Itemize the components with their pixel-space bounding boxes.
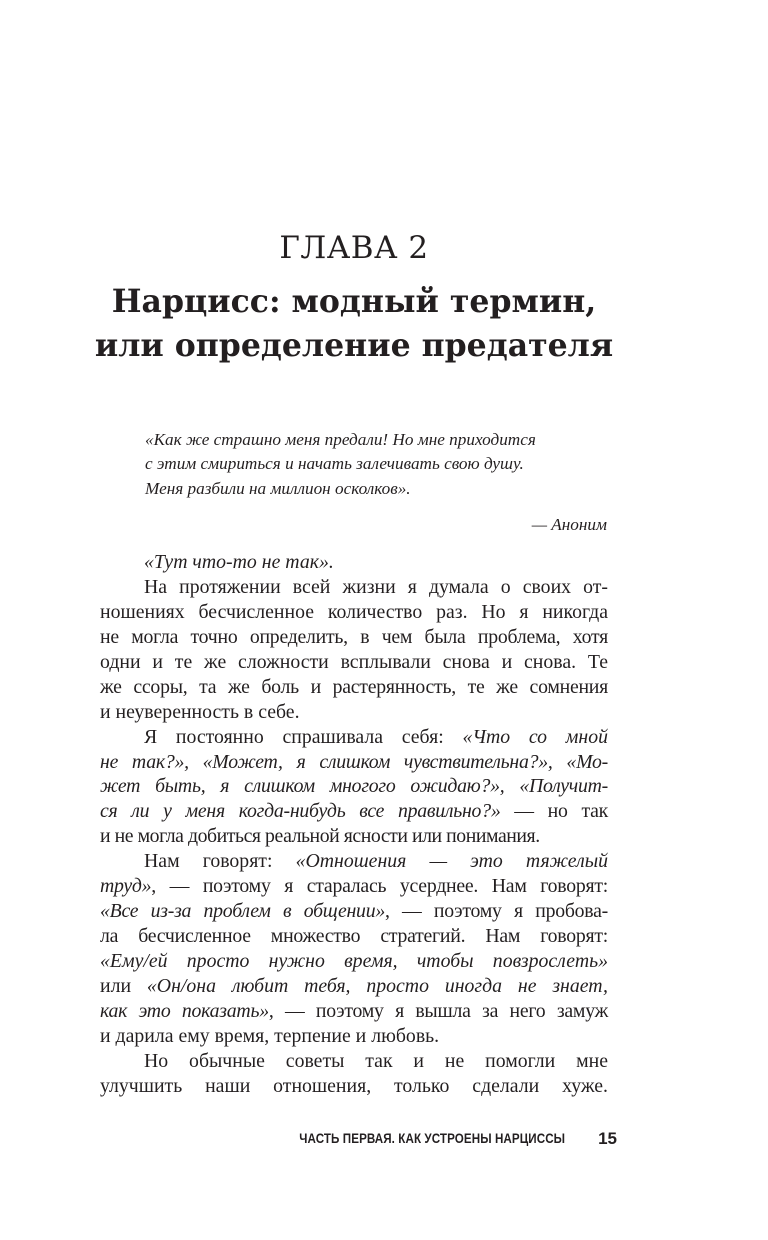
chapter-title [80, 280, 628, 368]
body-text [100, 550, 608, 1099]
italic-quote: «Он/она любит тебя, просто иногда не знает, [146, 974, 608, 997]
paragraph-line: и не могла добиться реальной ясности или понимания. [100, 825, 540, 848]
chapter-label: ГЛАВА 2 [279, 230, 429, 266]
page-footer [100, 1129, 617, 1153]
text-span: , — поэтому я пробова- [384, 900, 608, 923]
paragraph-line [100, 899, 608, 924]
epigraph-line: Меня разбили на миллион осколков». [145, 478, 411, 498]
paragraph-line: же ссоры, та же боль и растерянность, те же сомнения [100, 675, 608, 698]
paragraph-line [100, 974, 608, 999]
paragraph-line [100, 725, 608, 750]
italic-quote: «Отношения — это тяжелый [295, 850, 608, 873]
paragraph-line: ла бесчисленное множество стратегий. Нам говорят: [100, 925, 608, 948]
paragraph-line: и неуверенность в себе. [100, 700, 300, 723]
text-span: , — поэтому я старалась усерднее. Нам говорят: [151, 875, 608, 898]
chapter-title-line: Нарцисс: модный термин, [111, 283, 597, 320]
paragraph-line: «Тут что-то не так». [144, 551, 334, 573]
paragraph-line: улучшить наши отношения, только сделали хуже. [100, 1074, 608, 1097]
italic-quote: как это показать» [100, 999, 269, 1022]
text-span: или [100, 974, 147, 997]
paragraph-line: не так?», «Может, я слишком чувствительна?», «Мо- [100, 750, 608, 773]
paragraph-line [100, 799, 608, 824]
text-span: Нам говорят: [144, 850, 296, 873]
paragraph-line: не могла точно определить, в чем была проблема, хотя [100, 625, 608, 648]
italic-quote: «Все из-за проблем в общении» [100, 900, 385, 923]
epigraph-quote [145, 428, 607, 501]
page-number: 15 [598, 1129, 617, 1148]
paragraph-line: ношениях бесчисленное количество раз. Но я никогда [100, 600, 608, 623]
epigraph-author: — Аноним [531, 515, 607, 534]
text-span: — но так [500, 800, 608, 823]
paragraph-line [100, 999, 608, 1024]
paragraph-line: Но обычные советы так и не помогли мне [144, 1049, 608, 1072]
paragraph-line: На протяжении всей жизни я думала о своих от- [144, 575, 608, 598]
chapter-title-line: или определение предателя [94, 327, 614, 364]
paragraph-line: жет быть, я слишком многого ожидаю?», «Получит- [100, 775, 608, 798]
italic-quote: труд» [100, 875, 152, 898]
text-span: Я постоянно спрашивала себя: [144, 725, 463, 748]
italic-quote: «Что со мной [462, 725, 608, 748]
paragraph-line [100, 874, 608, 899]
paragraph-line: одни и те же сложности всплывали снова и снова. Те [100, 650, 608, 673]
running-head: ЧАСТЬ ПЕРВАЯ. КАК УСТРОЕНЫ НАРЦИССЫ [299, 1131, 565, 1146]
text-span: , — поэтому я вышла за него замуж [268, 999, 608, 1022]
paragraph-line: и дарила ему время, терпение и любовь. [100, 1024, 440, 1047]
paragraph-line: «Ему/ей просто нужно время, чтобы повзрослеть» [100, 950, 608, 972]
epigraph-line: «Как же страшно меня предали! Но мне приходится [145, 430, 536, 449]
epigraph-line: с этим смириться и начать залечивать свою душу. [145, 454, 524, 474]
italic-quote: ся ли у меня когда-нибудь все правильно?» [100, 800, 501, 823]
paragraph-line [100, 849, 608, 874]
